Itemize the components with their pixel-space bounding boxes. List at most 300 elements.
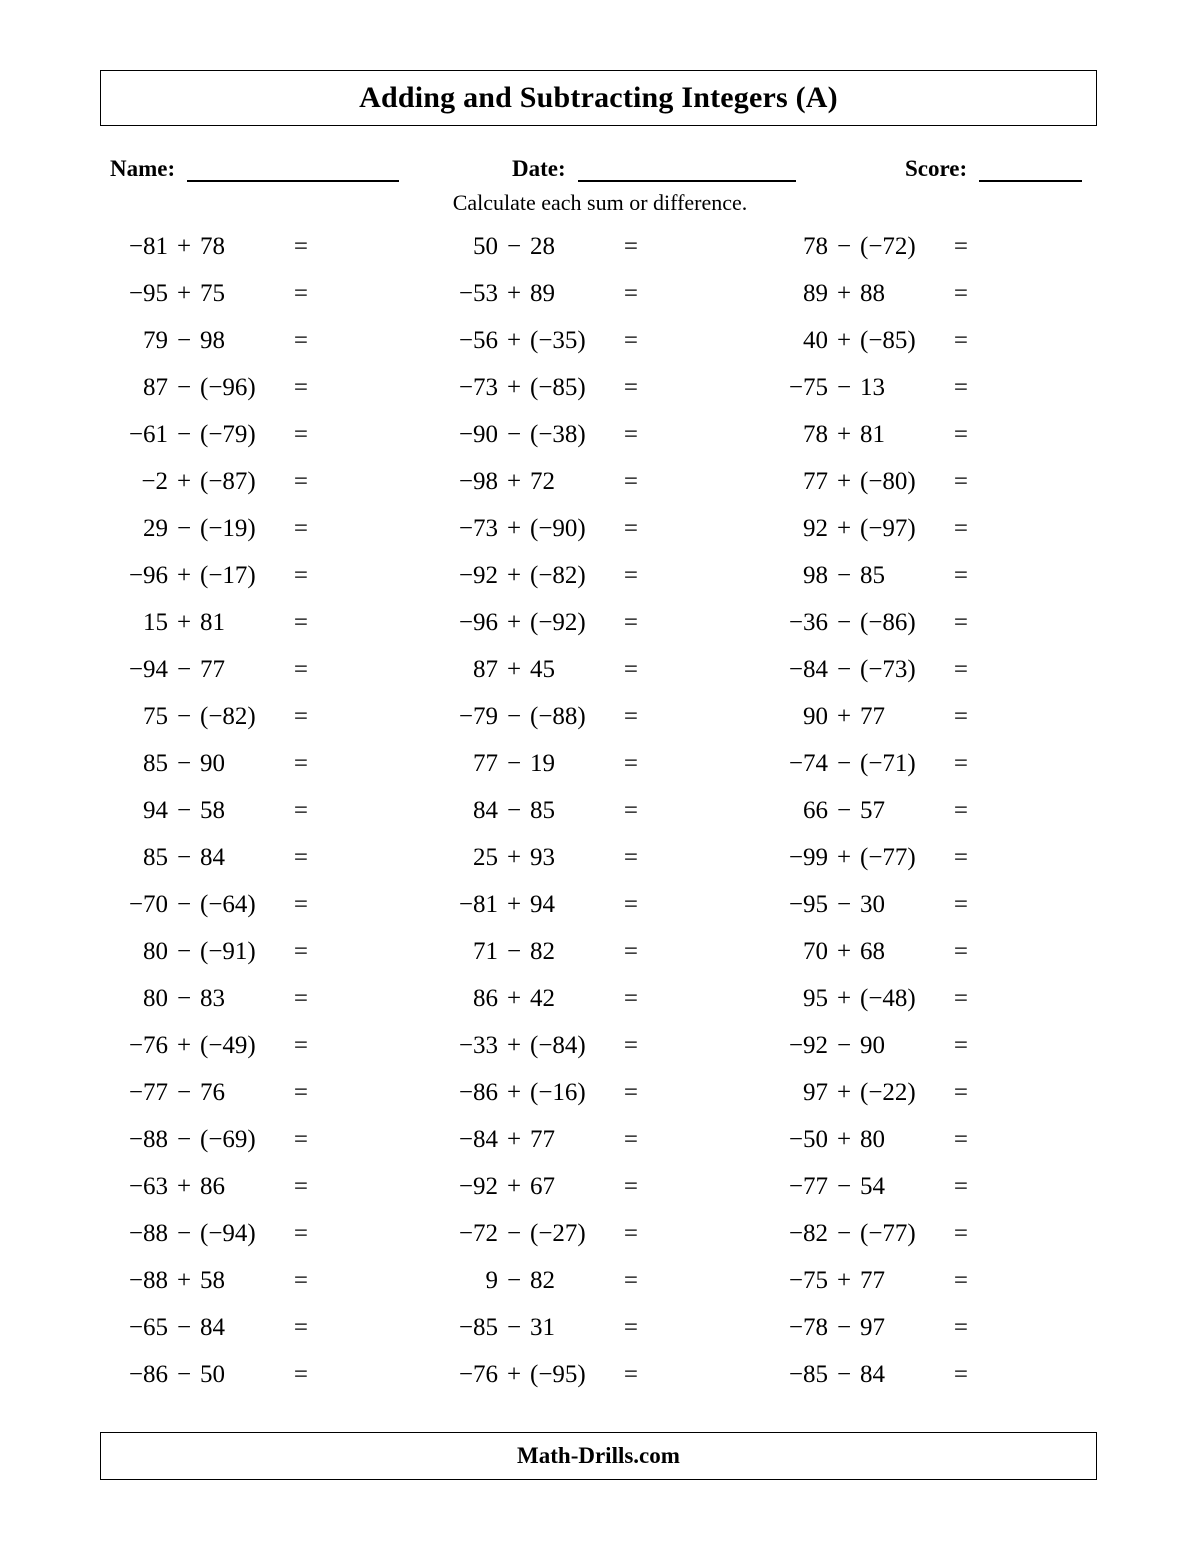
second-operand: (−88) xyxy=(530,702,586,730)
operator: − xyxy=(836,373,852,401)
second-operand: 75 xyxy=(200,279,225,307)
second-operand: 42 xyxy=(530,984,555,1012)
problem-column xyxy=(108,223,308,1398)
equals-sign: = xyxy=(623,1360,638,1388)
second-operand: (−69) xyxy=(200,1125,256,1153)
operator: − xyxy=(176,373,192,401)
problems-grid xyxy=(108,223,968,1398)
title-box xyxy=(100,70,1097,126)
first-operand: −74 xyxy=(788,749,828,777)
first-operand: −96 xyxy=(128,561,168,589)
equals-sign: = xyxy=(953,1266,968,1294)
first-operand: −65 xyxy=(128,1313,168,1341)
first-operand: −86 xyxy=(458,1078,498,1106)
problem-row xyxy=(108,787,308,834)
operator: − xyxy=(836,1031,852,1059)
first-operand: −77 xyxy=(128,1078,168,1106)
equals-sign: = xyxy=(623,702,638,730)
problem-row xyxy=(438,1351,638,1398)
equals-sign: = xyxy=(293,561,308,589)
equals-sign: = xyxy=(623,561,638,589)
problem-row xyxy=(108,1069,308,1116)
first-operand: 25 xyxy=(473,843,498,871)
first-operand: 70 xyxy=(803,937,828,965)
problem-row xyxy=(768,881,968,928)
equals-sign: = xyxy=(293,655,308,683)
equals-sign: = xyxy=(293,843,308,871)
operator: − xyxy=(176,1125,192,1153)
problem-row xyxy=(108,270,308,317)
problem-row xyxy=(768,270,968,317)
operator: + xyxy=(506,467,522,495)
operator: − xyxy=(176,1219,192,1247)
equals-sign: = xyxy=(623,326,638,354)
operator: + xyxy=(506,561,522,589)
problem-row xyxy=(438,599,638,646)
first-operand: 98 xyxy=(803,561,828,589)
equals-sign: = xyxy=(293,1360,308,1388)
problem-row xyxy=(108,646,308,693)
equals-sign: = xyxy=(623,1172,638,1200)
problem-row xyxy=(108,1210,308,1257)
first-operand: 50 xyxy=(473,232,498,260)
second-operand: 85 xyxy=(530,796,555,824)
operator: + xyxy=(506,514,522,542)
problem-row xyxy=(438,1022,638,1069)
equals-sign: = xyxy=(953,1172,968,1200)
first-operand: −90 xyxy=(458,420,498,448)
second-operand: (−22) xyxy=(860,1078,916,1106)
second-operand: 54 xyxy=(860,1172,885,1200)
problem-row xyxy=(438,223,638,270)
problem-row xyxy=(768,317,968,364)
operator: + xyxy=(176,561,192,589)
operator: + xyxy=(176,1172,192,1200)
first-operand: −95 xyxy=(128,279,168,307)
equals-sign: = xyxy=(623,749,638,777)
first-operand: −63 xyxy=(128,1172,168,1200)
first-operand: 71 xyxy=(473,937,498,965)
second-operand: 13 xyxy=(860,373,885,401)
instruction-text: Calculate each sum or difference. xyxy=(452,190,748,215)
first-operand: −99 xyxy=(788,843,828,871)
equals-sign: = xyxy=(293,1031,308,1059)
first-operand: 40 xyxy=(803,326,828,354)
equals-sign: = xyxy=(953,1313,968,1341)
first-operand: −94 xyxy=(128,655,168,683)
operator: + xyxy=(836,1078,852,1106)
second-operand: 82 xyxy=(530,1266,555,1294)
problem-row xyxy=(438,646,638,693)
problem-row xyxy=(108,1022,308,1069)
first-operand: −88 xyxy=(128,1266,168,1294)
equals-sign: = xyxy=(623,984,638,1012)
first-operand: −81 xyxy=(128,232,168,260)
second-operand: (−79) xyxy=(200,420,256,448)
second-operand: (−71) xyxy=(860,749,916,777)
operator: + xyxy=(176,1266,192,1294)
equals-sign: = xyxy=(953,561,968,589)
first-operand: −82 xyxy=(788,1219,828,1247)
second-operand: (−16) xyxy=(530,1078,586,1106)
operator: − xyxy=(506,1219,522,1247)
problem-row xyxy=(438,364,638,411)
problem-row xyxy=(768,599,968,646)
first-operand: 66 xyxy=(803,796,828,824)
equals-sign: = xyxy=(623,1313,638,1341)
first-operand: −92 xyxy=(458,1172,498,1200)
equals-sign: = xyxy=(293,937,308,965)
first-operand: −76 xyxy=(458,1360,498,1388)
problem-column xyxy=(438,223,638,1398)
equals-sign: = xyxy=(623,420,638,448)
equals-sign: = xyxy=(293,1266,308,1294)
problem-row xyxy=(768,552,968,599)
operator: + xyxy=(506,1031,522,1059)
problem-row xyxy=(768,1163,968,1210)
problem-row xyxy=(438,693,638,740)
second-operand: 80 xyxy=(860,1125,885,1153)
equals-sign: = xyxy=(623,608,638,636)
first-operand: 85 xyxy=(143,843,168,871)
first-operand: 78 xyxy=(803,420,828,448)
first-operand: 84 xyxy=(473,796,498,824)
equals-sign: = xyxy=(293,984,308,1012)
second-operand: 90 xyxy=(860,1031,885,1059)
equals-sign: = xyxy=(953,232,968,260)
problem-row xyxy=(768,1210,968,1257)
problem-row xyxy=(438,928,638,975)
operator: − xyxy=(836,890,852,918)
operator: + xyxy=(506,373,522,401)
second-operand: (−38) xyxy=(530,420,586,448)
second-operand: (−80) xyxy=(860,467,916,495)
first-operand: −88 xyxy=(128,1125,168,1153)
equals-sign: = xyxy=(953,326,968,354)
operator: − xyxy=(176,1313,192,1341)
equals-sign: = xyxy=(953,279,968,307)
operator: − xyxy=(836,796,852,824)
operator: − xyxy=(506,1313,522,1341)
equals-sign: = xyxy=(953,608,968,636)
first-operand: 77 xyxy=(473,749,498,777)
problem-row xyxy=(438,552,638,599)
problem-row xyxy=(108,1257,308,1304)
problem-row xyxy=(108,599,308,646)
operator: − xyxy=(506,420,522,448)
first-operand: −98 xyxy=(458,467,498,495)
equals-sign: = xyxy=(623,796,638,824)
operator: − xyxy=(836,232,852,260)
problem-row xyxy=(438,411,638,458)
first-operand: −84 xyxy=(788,655,828,683)
equals-sign: = xyxy=(953,373,968,401)
second-operand: (−73) xyxy=(860,655,916,683)
second-operand: (−49) xyxy=(200,1031,256,1059)
first-operand: 86 xyxy=(473,984,498,1012)
operator: + xyxy=(176,467,192,495)
operator: − xyxy=(506,702,522,730)
operator: − xyxy=(176,1078,192,1106)
operator: − xyxy=(506,796,522,824)
equals-sign: = xyxy=(623,467,638,495)
equals-sign: = xyxy=(293,890,308,918)
problem-row xyxy=(108,364,308,411)
second-operand: 94 xyxy=(530,890,555,918)
operator: − xyxy=(176,702,192,730)
operator: − xyxy=(836,608,852,636)
second-operand: (−48) xyxy=(860,984,916,1012)
operator: + xyxy=(506,279,522,307)
second-operand: 90 xyxy=(200,749,225,777)
operator: + xyxy=(836,514,852,542)
first-operand: −92 xyxy=(458,561,498,589)
equals-sign: = xyxy=(623,890,638,918)
equals-sign: = xyxy=(623,1219,638,1247)
second-operand: (−17) xyxy=(200,561,256,589)
operator: + xyxy=(506,608,522,636)
equals-sign: = xyxy=(953,937,968,965)
problem-row xyxy=(768,1257,968,1304)
first-operand: −77 xyxy=(788,1172,828,1200)
second-operand: (−35) xyxy=(530,326,586,354)
equals-sign: = xyxy=(953,890,968,918)
operator: − xyxy=(176,984,192,1012)
second-operand: (−19) xyxy=(200,514,256,542)
problem-row xyxy=(438,1116,638,1163)
problem-row xyxy=(438,458,638,505)
operator: − xyxy=(836,655,852,683)
equals-sign: = xyxy=(293,514,308,542)
second-operand: (−82) xyxy=(530,561,586,589)
second-operand: 77 xyxy=(860,1266,885,1294)
first-operand: 87 xyxy=(143,373,168,401)
problem-row xyxy=(768,975,968,1022)
first-operand: −56 xyxy=(458,326,498,354)
second-operand: 77 xyxy=(860,702,885,730)
equals-sign: = xyxy=(623,232,638,260)
operator: − xyxy=(176,326,192,354)
first-operand: 80 xyxy=(143,937,168,965)
operator: + xyxy=(176,608,192,636)
first-operand: 78 xyxy=(803,232,828,260)
problem-row xyxy=(768,458,968,505)
second-operand: 84 xyxy=(860,1360,885,1388)
operator: − xyxy=(506,937,522,965)
date-field xyxy=(512,146,796,182)
problem-row xyxy=(768,928,968,975)
operator: + xyxy=(836,279,852,307)
second-operand: 97 xyxy=(860,1313,885,1341)
operator: + xyxy=(506,1078,522,1106)
second-operand: (−90) xyxy=(530,514,586,542)
equals-sign: = xyxy=(293,279,308,307)
operator: + xyxy=(506,1360,522,1388)
equals-sign: = xyxy=(623,937,638,965)
equals-sign: = xyxy=(953,1360,968,1388)
equals-sign: = xyxy=(953,1078,968,1106)
first-operand: 75 xyxy=(143,702,168,730)
first-operand: −85 xyxy=(458,1313,498,1341)
equals-sign: = xyxy=(623,1031,638,1059)
second-operand: (−94) xyxy=(200,1219,256,1247)
second-operand: 86 xyxy=(200,1172,225,1200)
equals-sign: = xyxy=(953,1031,968,1059)
equals-sign: = xyxy=(623,279,638,307)
problem-row xyxy=(438,975,638,1022)
second-operand: 78 xyxy=(200,232,225,260)
equals-sign: = xyxy=(623,514,638,542)
first-operand: −85 xyxy=(788,1360,828,1388)
operator: + xyxy=(176,279,192,307)
operator: − xyxy=(176,514,192,542)
operator: + xyxy=(836,1266,852,1294)
second-operand: 19 xyxy=(530,749,555,777)
operator: + xyxy=(836,937,852,965)
operator: − xyxy=(176,1360,192,1388)
date-label: Date: xyxy=(512,156,566,181)
second-operand: 77 xyxy=(200,655,225,683)
second-operand: 72 xyxy=(530,467,555,495)
operator: − xyxy=(176,890,192,918)
problem-row xyxy=(438,1257,638,1304)
problem-row xyxy=(438,881,638,928)
problem-row xyxy=(768,787,968,834)
operator: − xyxy=(176,843,192,871)
problem-row xyxy=(768,1022,968,1069)
second-operand: 76 xyxy=(200,1078,225,1106)
operator: − xyxy=(836,1172,852,1200)
equals-sign: = xyxy=(293,1172,308,1200)
first-operand: −72 xyxy=(458,1219,498,1247)
first-operand: −61 xyxy=(128,420,168,448)
first-operand: 89 xyxy=(803,279,828,307)
problem-row xyxy=(108,1116,308,1163)
operator: + xyxy=(176,232,192,260)
problem-row xyxy=(768,693,968,740)
second-operand: (−85) xyxy=(530,373,586,401)
operator: − xyxy=(506,1266,522,1294)
operator: − xyxy=(836,1313,852,1341)
equals-sign: = xyxy=(953,514,968,542)
problem-row xyxy=(768,505,968,552)
operator: + xyxy=(836,467,852,495)
second-operand: 82 xyxy=(530,937,555,965)
problem-row xyxy=(768,1116,968,1163)
second-operand: 67 xyxy=(530,1172,555,1200)
problem-row xyxy=(768,1351,968,1398)
equals-sign: = xyxy=(293,1078,308,1106)
first-operand: 90 xyxy=(803,702,828,730)
first-operand: 15 xyxy=(143,608,168,636)
page-title: Adding and Subtracting Integers (A) xyxy=(359,81,838,114)
problem-row xyxy=(768,411,968,458)
footer-text: Math-Drills.com xyxy=(517,1443,680,1468)
first-operand: 79 xyxy=(143,326,168,354)
second-operand: 30 xyxy=(860,890,885,918)
second-operand: (−64) xyxy=(200,890,256,918)
second-operand: 81 xyxy=(200,608,225,636)
equals-sign: = xyxy=(953,702,968,730)
problem-row xyxy=(438,1304,638,1351)
second-operand: 45 xyxy=(530,655,555,683)
operator: − xyxy=(506,232,522,260)
problem-row xyxy=(108,693,308,740)
second-operand: 84 xyxy=(200,843,225,871)
equals-sign: = xyxy=(623,655,638,683)
equals-sign: = xyxy=(293,232,308,260)
second-operand: 50 xyxy=(200,1360,225,1388)
second-operand: 68 xyxy=(860,937,885,965)
first-operand: −88 xyxy=(128,1219,168,1247)
equals-sign: = xyxy=(623,1266,638,1294)
first-operand: −95 xyxy=(788,890,828,918)
first-operand: 92 xyxy=(803,514,828,542)
second-operand: 58 xyxy=(200,796,225,824)
first-operand: 85 xyxy=(143,749,168,777)
date-blank xyxy=(578,146,796,182)
second-operand: (−96) xyxy=(200,373,256,401)
problem-row xyxy=(108,411,308,458)
problem-row xyxy=(108,317,308,364)
equals-sign: = xyxy=(623,1078,638,1106)
problem-row xyxy=(108,552,308,599)
first-operand: 97 xyxy=(803,1078,828,1106)
first-operand: 80 xyxy=(143,984,168,1012)
operator: − xyxy=(176,655,192,683)
operator: + xyxy=(506,984,522,1012)
first-operand: −75 xyxy=(788,1266,828,1294)
second-operand: (−91) xyxy=(200,937,256,965)
second-operand: (−77) xyxy=(860,843,916,871)
second-operand: 28 xyxy=(530,232,555,260)
footer-box xyxy=(100,1432,1097,1480)
equals-sign: = xyxy=(953,1219,968,1247)
operator: − xyxy=(176,420,192,448)
second-operand: 81 xyxy=(860,420,885,448)
problem-row xyxy=(108,1163,308,1210)
equals-sign: = xyxy=(953,1125,968,1153)
first-operand: −70 xyxy=(128,890,168,918)
operator: + xyxy=(506,1125,522,1153)
equals-sign: = xyxy=(293,796,308,824)
problem-row xyxy=(768,646,968,693)
first-operand: −53 xyxy=(458,279,498,307)
second-operand: 77 xyxy=(530,1125,555,1153)
second-operand: (−84) xyxy=(530,1031,586,1059)
problem-row xyxy=(438,505,638,552)
second-operand: 57 xyxy=(860,796,885,824)
operator: + xyxy=(836,984,852,1012)
problem-row xyxy=(438,787,638,834)
equals-sign: = xyxy=(293,373,308,401)
equals-sign: = xyxy=(293,1219,308,1247)
problem-row xyxy=(108,881,308,928)
operator: + xyxy=(836,420,852,448)
equals-sign: = xyxy=(293,1313,308,1341)
problem-row xyxy=(768,834,968,881)
score-blank xyxy=(979,146,1082,182)
problem-column xyxy=(768,223,968,1398)
equals-sign: = xyxy=(953,984,968,1012)
problem-row xyxy=(768,364,968,411)
name-field xyxy=(110,146,399,182)
operator: − xyxy=(176,749,192,777)
operator: + xyxy=(836,702,852,730)
second-operand: (−87) xyxy=(200,467,256,495)
operator: − xyxy=(836,561,852,589)
first-operand: 29 xyxy=(143,514,168,542)
